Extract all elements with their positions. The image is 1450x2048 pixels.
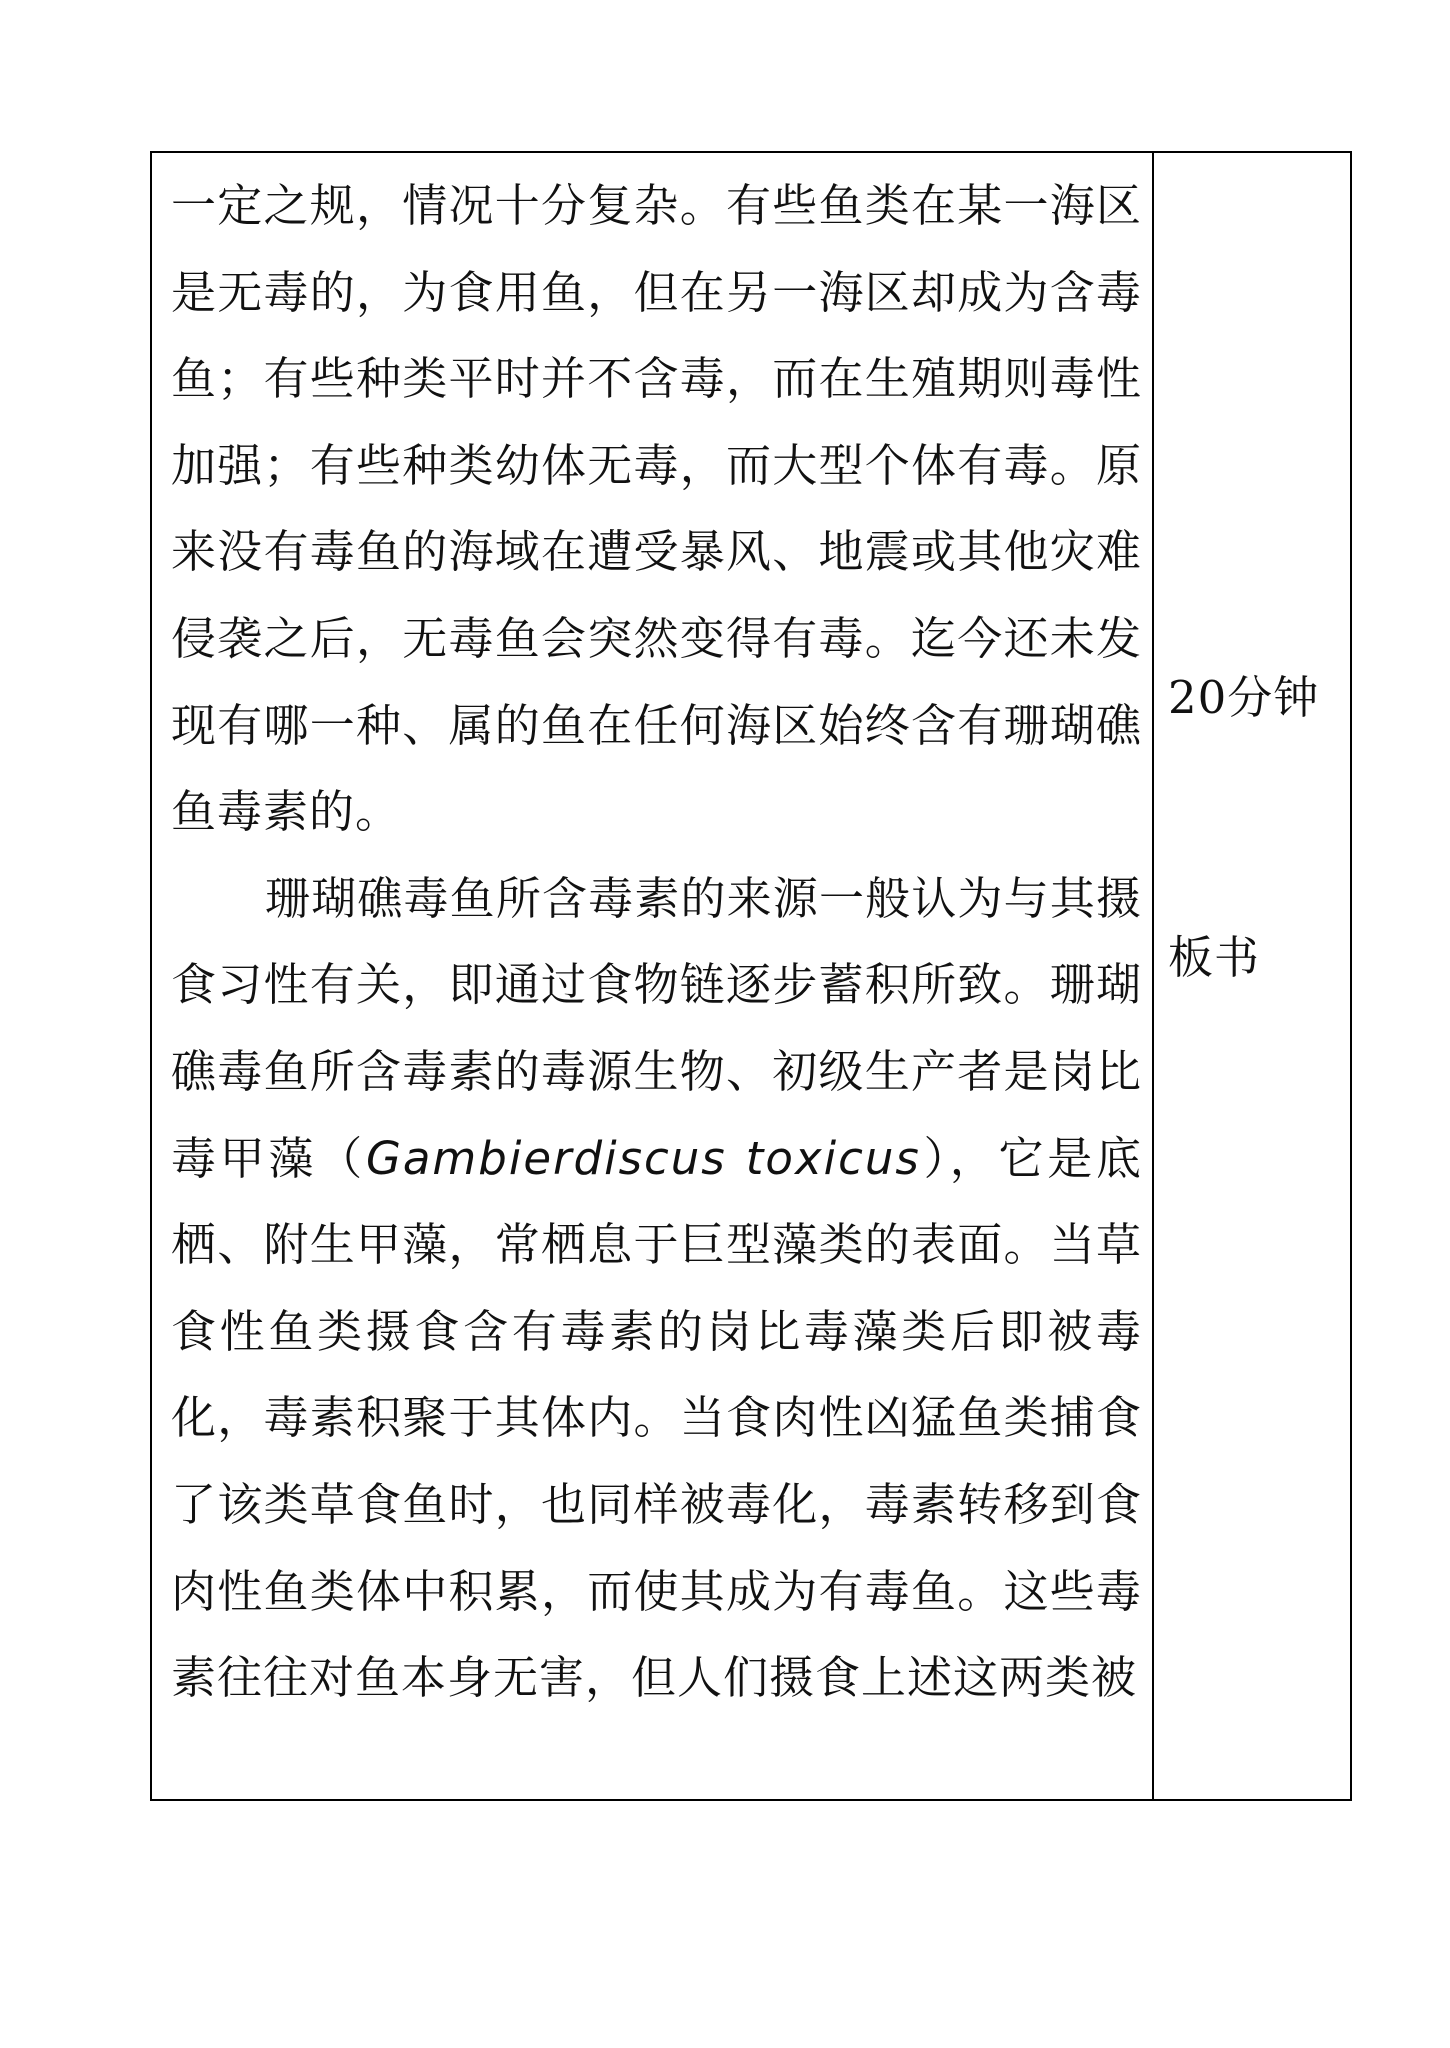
- method-note: 板书: [1168, 931, 1261, 984]
- time-note: 20分钟: [1168, 671, 1320, 724]
- paragraph-fish-toxicity: 一定之规，情况十分复杂。有些鱼类在某一海区是无毒的，为食用鱼，但在另一海区却成为含毒鱼；有些种类平时并不含毒，而在生殖期则毒性加强；有些种类幼体无毒，而大型个体有毒。原来没有毒鱼的海域在遭受暴风、地震或其他灾难侵袭之后，无毒鱼会突然变得有毒。迄今还未发现有哪一种、属的鱼在任何海区始终含有珊瑚礁鱼毒素的。: [171, 179, 1142, 839]
- paragraph-toxin-source: [171, 856, 1142, 1722]
- lesson-table: [150, 151, 1352, 1801]
- notes-cell: [1154, 153, 1350, 1799]
- content-cell: [152, 153, 1154, 1799]
- species-latin-name: Gambierdiscus toxicus: [365, 1131, 921, 1185]
- paragraph-toxin-source-part2: ），它是底栖、附生甲藻，常栖息于巨型藻类的表面。当草食性鱼类摄食含有毒素的岗比毒藻类后即被毒化，毒素积聚于其体内。当食肉性凶猛鱼类捕食了该类草食鱼时，也同样被毒化，毒素转移到食肉性鱼类体中积累，而使其成为有毒鱼。这些毒素往往对鱼本身无害，但人们摄食上述这两类被: [171, 1131, 1142, 1705]
- paragraph-toxin-source-part1: 珊瑚礁毒鱼所含毒素的来源一般认为与其摄食习性有关，即通过食物链逐步蓄积所致。珊瑚礁毒鱼所含毒素的毒源生物、初级生产者是岗比毒甲藻（: [171, 871, 1142, 1185]
